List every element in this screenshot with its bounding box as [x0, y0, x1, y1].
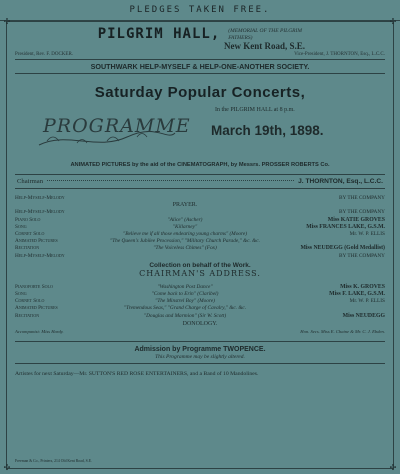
accompanist: Accompanist: Miss Hardy.	[15, 328, 64, 334]
item-type: Pianoforte Solo	[15, 283, 53, 290]
programme-item	[15, 231, 385, 238]
item-title: "Believe me if all those endearing young charms" (Moore)	[123, 231, 247, 238]
collection-note: Collection on behalf of the Work.	[149, 261, 251, 269]
programme-item	[15, 305, 385, 312]
next-week-artistes: Artistes for next Saturday—Mr. SUTTON'S RED ROSE ENTERTAINERS, and a Band of 10 Mandolines.	[15, 371, 259, 378]
item-title: "Washington Post Dance"	[157, 283, 213, 290]
item-performer: Miss K. GROVES	[340, 283, 385, 290]
item-title: "Come back to Erin" (Claribel)	[151, 291, 219, 298]
corner-ornament-icon: ✣	[3, 463, 11, 472]
admission-box	[15, 341, 385, 364]
item-title: "The Queen's Jubilee Procession," "Military Church Parade," &c. &c.	[110, 238, 260, 245]
programme-item	[15, 284, 385, 291]
animated-pictures-line: ANIMATED PICTURES by the aid of the CINEMATOGRAPH, by Messrs. PROSSER ROBERTS Co.	[70, 162, 330, 168]
corner-ornament-icon: ✣	[389, 463, 397, 472]
item-performer: Mr. W. P. ELLIS	[349, 231, 385, 238]
chairman-address: CHAIRMAN'S ADDRESS.	[139, 268, 261, 278]
programme-date-block	[15, 105, 385, 160]
dotted-leader	[47, 180, 294, 181]
item-title: "The Voiceless Chimes" (Fox)	[153, 245, 217, 252]
item-type: Piano Solo	[15, 216, 41, 223]
programme-item	[15, 313, 385, 320]
programme-heading: PROGRAMME	[43, 115, 191, 137]
programme-ornament	[37, 111, 191, 151]
programme-frame	[3, 17, 397, 472]
concert-title: Saturday Popular Concerts,	[94, 84, 306, 101]
corner-ornament-icon: ✣	[3, 17, 11, 26]
programme-content	[15, 26, 385, 378]
item-title: PRAYER.	[172, 202, 198, 209]
hall-name: PILGRIM HALL,	[97, 26, 221, 42]
item-performer: Miss NEUDEGG (Gold Medallist)	[300, 245, 385, 252]
item-performer: Mr. W. P. ELLIS	[349, 298, 385, 305]
item-performer: Miss NEUDEGG	[342, 312, 385, 319]
president: President, Rev. F. DOCKER.	[15, 52, 74, 57]
item-type: Help-Myself-Melody	[15, 195, 65, 201]
item-type: Help-Myself-Melody	[15, 209, 65, 216]
programme-part-one	[15, 195, 385, 260]
programme-item	[15, 195, 385, 202]
item-performer: Miss KATIE GROVES	[327, 216, 385, 223]
society-name: SOUTHWARK HELP-MYSELF & HELP-ONE-ANOTHER SOCIETY.	[15, 59, 385, 74]
item-performer: BY THE COMPANY	[338, 252, 385, 259]
item-type: Animated Pictures	[15, 305, 58, 312]
item-performer: Miss F. LAKE, G.S.M.	[329, 291, 385, 298]
memorial-note: (MEMORIAL OF THE PILGRIM FATHERS)	[228, 28, 302, 41]
secretaries: Hon. Secs. Miss E. Chaine & Mr. C. J. Ebden.	[300, 328, 385, 334]
programme-item	[15, 209, 385, 216]
pledges-banner: PLEDGES TAKEN FREE.	[0, 0, 400, 21]
item-type: Recitation	[15, 245, 40, 252]
item-type: Song	[15, 291, 27, 298]
chairman-label: Chairman	[17, 178, 44, 185]
hall-address: New Kent Road, S.E.	[223, 41, 305, 51]
corner-ornament-icon: ✣	[389, 17, 397, 26]
programme-item	[15, 202, 385, 209]
item-type: Help-Myself-Melody	[15, 252, 65, 259]
vice-president: Vice-President, J. THORNTON, Esq., L.C.C.	[294, 52, 385, 57]
programme-item	[15, 217, 385, 224]
item-type: Song	[15, 223, 27, 230]
item-type: Cornet Solo	[15, 298, 45, 305]
item-performer: BY THE COMPANY	[338, 195, 385, 201]
item-title: "Douglas and Marmion" (Sir W. Scott)	[143, 312, 227, 319]
chairman-name: J. THORNTON, Esq., L.C.C.	[298, 178, 383, 185]
alteration-note: This Programme may be slightly altered.	[155, 354, 245, 361]
item-type: Animated Pictures	[15, 238, 58, 245]
programme-item	[15, 245, 385, 252]
item-performer: BY THE COMPANY	[338, 209, 385, 216]
programme-item	[15, 253, 385, 260]
item-title: "Killarney"	[172, 223, 198, 230]
venue-line: In the PILGRIM HALL at 8 p.m.	[215, 107, 295, 113]
concert-date: March 19th, 1898.	[211, 123, 324, 138]
item-title: "Alice" (Ascher)	[167, 216, 203, 223]
item-title: "Tremendous Seas," "Grand Charge of Cavalry," &c. &c.	[123, 305, 247, 312]
hall-title-row	[15, 26, 385, 42]
credits-line	[15, 328, 385, 335]
chairman-line	[15, 174, 385, 189]
item-type: Recitation	[15, 312, 40, 319]
item-performer: Miss FRANCES LAKE, G.S.M.	[306, 223, 385, 230]
printer-imprint: Freeman & Co., Printers, 214 Old Kent Road, S.E.	[15, 459, 92, 463]
programme-item	[15, 224, 385, 231]
item-title: "The Minstrel Boy" (Moore)	[155, 298, 215, 305]
officers-line	[15, 52, 385, 57]
doxology: DONOLOGY.	[182, 320, 218, 327]
admission-price: Admission by Programme TWOPENCE.	[134, 346, 266, 354]
item-type: Cornet Solo	[15, 231, 45, 238]
programme-part-two	[15, 284, 385, 320]
